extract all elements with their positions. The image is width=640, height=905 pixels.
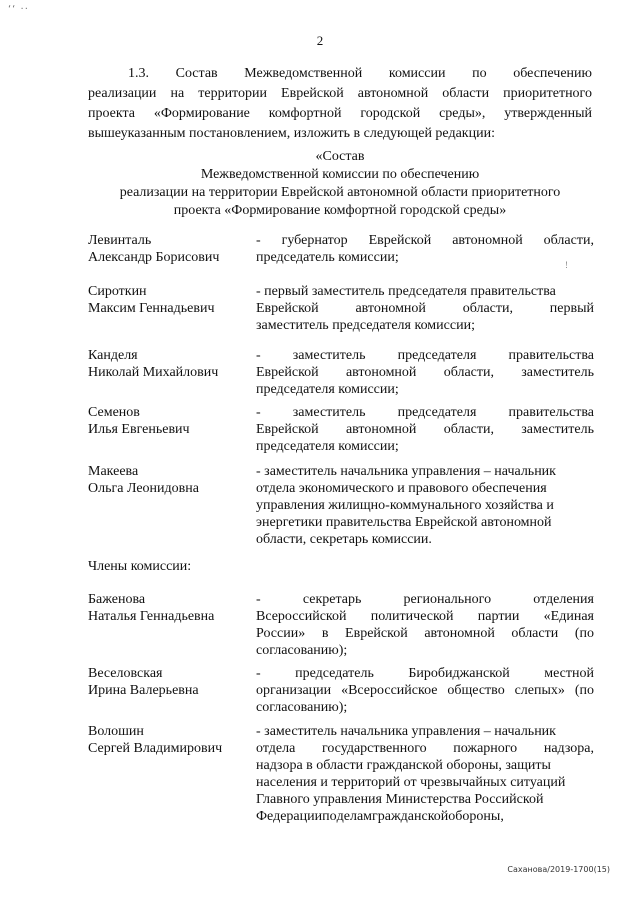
text-line [256, 682, 594, 699]
word: области [442, 86, 490, 101]
member-given-names: Николай Михайлович [88, 365, 219, 380]
word: обеспечению [513, 66, 592, 81]
text-line [256, 364, 594, 381]
word: России» [256, 626, 306, 641]
text-line [256, 249, 594, 266]
word: общество [447, 683, 505, 698]
member-given-names: Александр Борисович [88, 250, 220, 265]
word: местной [544, 666, 594, 681]
text-line [256, 625, 594, 642]
text-line [256, 642, 594, 659]
heading-line: проекта «Формирование комфортной городской среды» [173, 203, 507, 218]
member-role [256, 723, 594, 825]
member-surname: Волошин [88, 724, 144, 739]
text-line [256, 283, 594, 300]
member-name [88, 665, 256, 699]
text-line [88, 124, 592, 144]
word: области, [543, 233, 594, 248]
word: - заместитель начальника управления – начальник [256, 464, 556, 479]
text-line [88, 84, 592, 104]
member-role [256, 591, 594, 659]
member-role [256, 463, 594, 548]
word: области, секретарь комиссии. [256, 532, 432, 547]
commission-heading [80, 148, 600, 220]
word: проекта [88, 106, 135, 121]
word: по [472, 66, 487, 81]
word: - [256, 666, 261, 681]
text-line [256, 438, 594, 455]
word: по [322, 809, 337, 824]
word: - заместитель начальника управления – начальник [256, 724, 556, 739]
word: делам [336, 809, 373, 824]
text-line [256, 232, 594, 249]
text-line [256, 608, 594, 625]
member-surname: Баженова [88, 592, 146, 607]
text-line [256, 300, 594, 317]
word: автономной [452, 233, 523, 248]
member-name [88, 232, 256, 266]
member-role [256, 347, 594, 398]
member-surname: Сироткин [88, 284, 147, 299]
word: Еврейской [256, 301, 319, 316]
word: - [256, 592, 261, 607]
word: председателя комиссии; [256, 439, 399, 454]
word: правительства [508, 405, 594, 420]
word: правительства [508, 348, 594, 363]
word: надзора, [543, 741, 594, 756]
word: заместитель [521, 365, 594, 380]
word: отдела экономического и правового обеспечения [256, 481, 547, 496]
word: председатель комиссии; [256, 250, 399, 265]
text-line [256, 347, 594, 364]
text-line [256, 723, 594, 740]
member-given-names: Ирина Валерьевна [88, 683, 199, 698]
document-code: Саханова/2019-1700(15) [507, 865, 610, 874]
member-role [256, 665, 594, 716]
word: председатель [295, 666, 374, 681]
member-name [88, 404, 256, 438]
member-surname: Левинталь [88, 233, 152, 248]
word: слепых» [514, 683, 565, 698]
member-given-names: Ольга Леонидовна [88, 481, 199, 496]
word: Еврейской [345, 626, 408, 641]
word: энергетики правительства Еврейской автономной [256, 515, 552, 530]
intro-paragraph [88, 64, 592, 144]
word: заместитель [292, 348, 366, 363]
word: комфортной [268, 106, 342, 121]
text-line [256, 497, 594, 514]
word: первый [549, 301, 594, 316]
text-line [256, 699, 594, 716]
stray-scan-mark: ! [565, 260, 568, 270]
member-given-names: Наталья Геннадьевна [88, 609, 215, 624]
member-name [88, 463, 256, 497]
word: «Всероссийское [341, 683, 438, 698]
member-given-names: Максим Геннадьевич [88, 301, 215, 316]
word: 1.3. [128, 66, 149, 81]
word: Еврейской [256, 365, 319, 380]
word: среды», [439, 106, 486, 121]
text-line [256, 791, 594, 808]
word: политической [370, 609, 454, 624]
text-line [256, 381, 594, 398]
word: в [321, 626, 329, 641]
word: области [511, 626, 559, 641]
member-name [88, 591, 256, 625]
member-name [88, 347, 256, 381]
word: городской [360, 106, 421, 121]
text-line [256, 531, 594, 548]
word: отделения [533, 592, 594, 607]
member-surname: Веселовская [88, 666, 163, 681]
word: регионального [403, 592, 492, 607]
word: Главного управления Министерства Российской [256, 792, 544, 807]
word: «Формирование [153, 106, 250, 121]
word: Состав [175, 66, 218, 81]
member-role [256, 404, 594, 455]
text-line [256, 740, 594, 757]
text-line [256, 421, 594, 438]
members-label: Члены комиссии: [88, 559, 192, 574]
word: согласованию); [256, 700, 348, 715]
word: заместитель [292, 405, 366, 420]
word: (по [574, 626, 594, 641]
word: Еврейской [281, 86, 344, 101]
text-line [256, 317, 594, 334]
word: гражданской [372, 809, 449, 824]
word: пожарного [453, 741, 518, 756]
word: организации [256, 683, 332, 698]
word: области, [443, 365, 494, 380]
word: Еврейской [256, 422, 319, 437]
text-line [256, 463, 594, 480]
word: Федерации [256, 809, 323, 824]
word: «Единая [543, 609, 594, 624]
word: (по [574, 683, 594, 698]
word: автономной [345, 422, 417, 437]
word: заместитель председателя комиссии; [256, 318, 475, 333]
word: населения и территорий от чрезвычайных ситуаций [256, 775, 566, 790]
word: обороны, [448, 809, 504, 824]
word: губернатор [281, 233, 348, 248]
word: приоритетного [503, 86, 592, 101]
word: председателя [397, 348, 477, 363]
member-role [256, 283, 594, 334]
word: комиссии [388, 66, 446, 81]
member-surname: Канделя [88, 348, 138, 363]
member-name [88, 723, 256, 757]
text-line [256, 480, 594, 497]
corner-scan-marks: ‘‘ ·· [8, 4, 29, 15]
word: утвержденный [504, 106, 592, 121]
word: управления жилищно-коммунального хозяйства и [256, 498, 554, 513]
member-surname: Семенов [88, 405, 140, 420]
word: - [256, 348, 261, 363]
text-line [256, 514, 594, 531]
word: председателя комиссии; [256, 382, 399, 397]
member-name [88, 283, 256, 317]
member-surname: Макеева [88, 464, 139, 479]
word: автономной [357, 86, 429, 101]
heading-line: Межведомственной комиссии по обеспечению [200, 167, 480, 182]
word: области, [462, 301, 513, 316]
text-line [88, 104, 592, 124]
word: реализации [88, 86, 157, 101]
word: автономной [355, 301, 426, 316]
word: надзора в области гражданской обороны, защиты [256, 758, 551, 773]
page-number: 2 [316, 33, 324, 48]
word: - [256, 233, 261, 248]
word: вышеуказанным постановлением, изложить в следующей редакции: [88, 126, 495, 141]
text-line [88, 64, 592, 84]
word: согласованию); [256, 643, 348, 658]
heading-line: «Состав [315, 149, 365, 164]
member-given-names: Илья Евгеньевич [88, 422, 190, 437]
word: на [170, 86, 185, 101]
word: области, [443, 422, 494, 437]
word: Еврейской [368, 233, 432, 248]
text-line [256, 808, 594, 825]
text-line [256, 665, 594, 682]
word: Межведомственной [244, 66, 363, 81]
word: секретарь [302, 592, 362, 607]
heading-line: реализации на территории Еврейской автономной области приоритетного [119, 185, 561, 200]
member-role [256, 232, 594, 266]
word: государственного [321, 741, 427, 756]
word: отдела [256, 741, 296, 756]
text-line [256, 404, 594, 421]
word: председателя [397, 405, 477, 420]
member-given-names: Сергей Владимирович [88, 741, 223, 756]
word: автономной [424, 626, 495, 641]
word: автономной [345, 365, 417, 380]
word: - [256, 405, 261, 420]
word: - первый заместитель председателя правительства [256, 284, 556, 299]
word: Всероссийской [256, 609, 347, 624]
text-line [256, 591, 594, 608]
word: партии [477, 609, 520, 624]
text-line [256, 757, 594, 774]
text-line [256, 774, 594, 791]
word: территории [198, 86, 267, 101]
word: Биробиджанской [408, 666, 510, 681]
word: заместитель [521, 422, 594, 437]
